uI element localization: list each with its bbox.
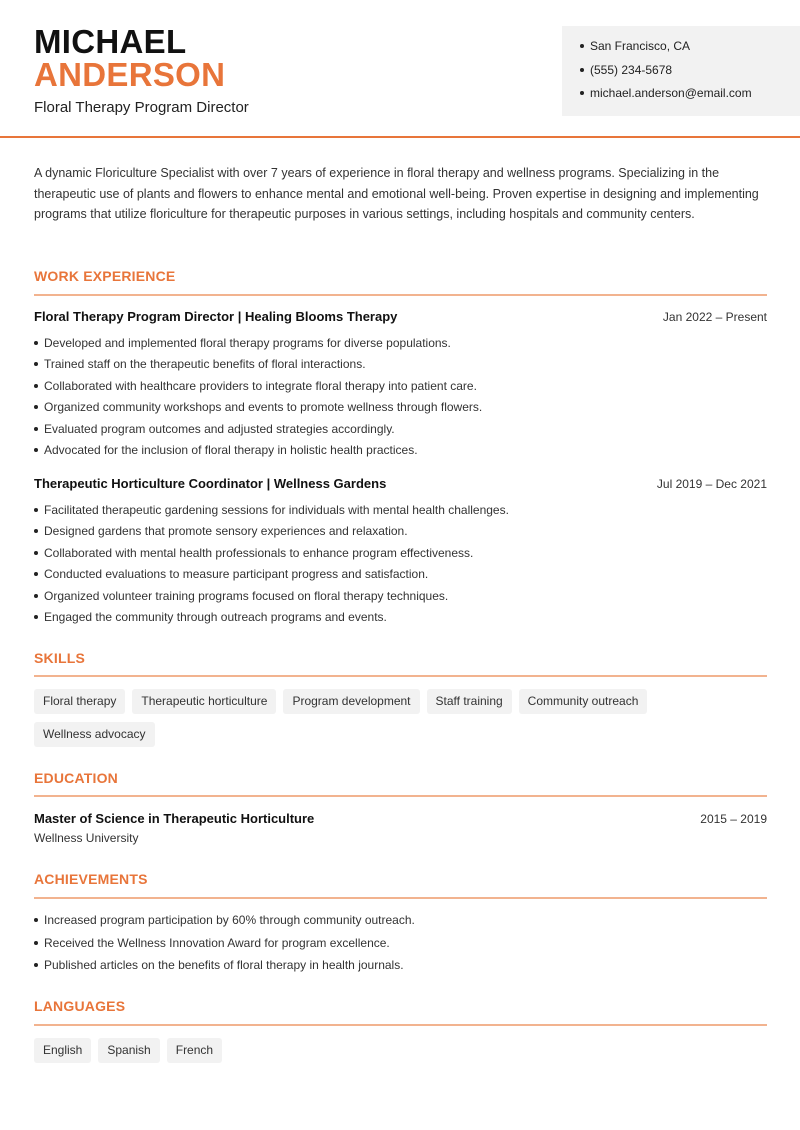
job-role: Therapeutic Horticulture Coordinator | Wellness Gardens <box>34 476 387 491</box>
list-item <box>34 502 769 523</box>
contact-email <box>580 85 800 109</box>
section-divider <box>34 897 767 899</box>
education-header <box>34 811 767 826</box>
job-role: Floral Therapy Program Director | Healing Blooms Therapy <box>34 309 398 324</box>
bullet-icon <box>34 918 38 922</box>
list-item <box>34 399 769 420</box>
bullet-icon <box>34 963 38 967</box>
list-item <box>34 912 769 935</box>
list-item <box>34 957 769 980</box>
bullet-text: Conducted evaluations to measure participant progress and satisfaction. <box>44 567 429 582</box>
bullet-icon <box>34 341 38 345</box>
bullet-text: Increased program participation by 60% through community outreach. <box>44 913 415 927</box>
phone-text: (555) 234-5678 <box>590 62 673 77</box>
education-years: 2015 – 2019 <box>700 812 767 826</box>
job-header <box>34 476 767 491</box>
resume-header <box>0 0 800 138</box>
section-divider <box>34 675 767 677</box>
bullet-text: Trained staff on the therapeutic benefits of floral interactions. <box>44 357 366 372</box>
language-tags <box>34 1038 774 1063</box>
bullet-icon <box>34 594 38 598</box>
bullet-text: Facilitated therapeutic gardening sessions for individuals with mental health challenges. <box>44 503 509 517</box>
list-item <box>34 609 769 630</box>
skill-tag: Program development <box>283 689 419 714</box>
job-bullets <box>34 335 769 463</box>
section-title-skills: SKILLS <box>34 650 85 666</box>
section-divider <box>34 795 767 797</box>
job-header <box>34 309 767 324</box>
bullet-icon <box>34 405 38 409</box>
list-item <box>34 421 769 442</box>
bullet-text: Advocated for the inclusion of floral therapy in holistic health practices. <box>44 442 418 457</box>
list-item <box>34 356 769 377</box>
last-name: ANDERSON <box>34 56 226 93</box>
bullet-icon <box>34 508 38 512</box>
list-item <box>34 335 769 356</box>
language-tag: Spanish <box>98 1038 159 1063</box>
list-item <box>34 566 769 587</box>
bullet-icon <box>580 44 584 48</box>
achievement-list <box>34 912 769 980</box>
job-bullets <box>34 502 769 630</box>
bullet-text: Evaluated program outcomes and adjusted strategies accordingly. <box>44 421 395 436</box>
section-title-achievements: ACHIEVEMENTS <box>34 871 148 887</box>
skill-tag: Therapeutic horticulture <box>132 689 276 714</box>
bullet-text: Organized community workshops and events to promote wellness through flowers. <box>44 400 483 415</box>
contact-phone <box>580 62 800 86</box>
school-name: Wellness University <box>34 831 139 845</box>
job-title: Floral Therapy Program Director <box>34 99 249 116</box>
bullet-icon <box>34 551 38 555</box>
list-item <box>34 442 769 463</box>
section-title-education: EDUCATION <box>34 770 118 786</box>
job-date: Jul 2019 – Dec 2021 <box>656 477 767 491</box>
language-tag: English <box>34 1038 91 1063</box>
bullet-icon <box>34 362 38 366</box>
list-item <box>34 588 769 609</box>
skill-tags <box>34 689 774 747</box>
skill-tag: Wellness advocacy <box>34 722 155 747</box>
bullet-text: Engaged the community through outreach programs and events. <box>44 609 387 624</box>
bullet-icon <box>34 615 38 619</box>
language-tag: French <box>167 1038 222 1063</box>
email-text: michael.anderson@email.com <box>590 86 752 100</box>
location-text: San Francisco, CA <box>590 39 691 53</box>
bullet-text: Published articles on the benefits of floral therapy in health journals. <box>44 958 404 973</box>
bullet-icon <box>580 68 584 72</box>
bullet-text: Collaborated with healthcare providers to integrate floral therapy into patient care. <box>44 378 477 393</box>
bullet-text: Designed gardens that promote sensory experiences and relaxation. <box>44 524 408 539</box>
summary-text: A dynamic Floriculture Specialist with over 7 years of experience in floral therapy and wellness programs. Specializing in the therapeutic use of plants and flowers to enhance mental and emotional well-being. Proven expertise in designing and implementing programs that utilize floriculture for therapeutic purposes in various settings, including hospitals and community centers. <box>34 166 759 222</box>
bullet-text: Developed and implemented floral therapy programs for diverse populations. <box>44 336 451 350</box>
bullet-icon <box>34 448 38 452</box>
bullet-text: Collaborated with mental health professionals to enhance program effectiveness. <box>44 545 474 560</box>
bullet-icon <box>580 91 584 95</box>
degree-name: Master of Science in Therapeutic Horticulture <box>34 811 315 826</box>
bullet-text: Received the Wellness Innovation Award for program excellence. <box>44 935 390 950</box>
first-name: MICHAEL <box>34 23 187 60</box>
bullet-icon <box>34 529 38 533</box>
section-title-experience: WORK EXPERIENCE <box>34 268 176 284</box>
section-title-languages: LANGUAGES <box>34 998 126 1014</box>
list-item <box>34 378 769 399</box>
contact-box <box>562 26 800 116</box>
skill-tag: Staff training <box>427 689 512 714</box>
bullet-icon <box>34 384 38 388</box>
list-item <box>34 523 769 544</box>
job-date: Jan 2022 – Present <box>662 310 767 324</box>
bullet-text: Organized volunteer training programs focused on floral therapy techniques. <box>44 588 449 603</box>
skill-tag: Community outreach <box>519 689 648 714</box>
skill-tag: Floral therapy <box>34 689 125 714</box>
bullet-icon <box>34 427 38 431</box>
bullet-icon <box>34 572 38 576</box>
list-item <box>34 935 769 958</box>
list-item <box>34 545 769 566</box>
section-divider <box>34 294 767 296</box>
section-divider <box>34 1024 767 1026</box>
contact-location <box>580 38 800 62</box>
bullet-icon <box>34 941 38 945</box>
